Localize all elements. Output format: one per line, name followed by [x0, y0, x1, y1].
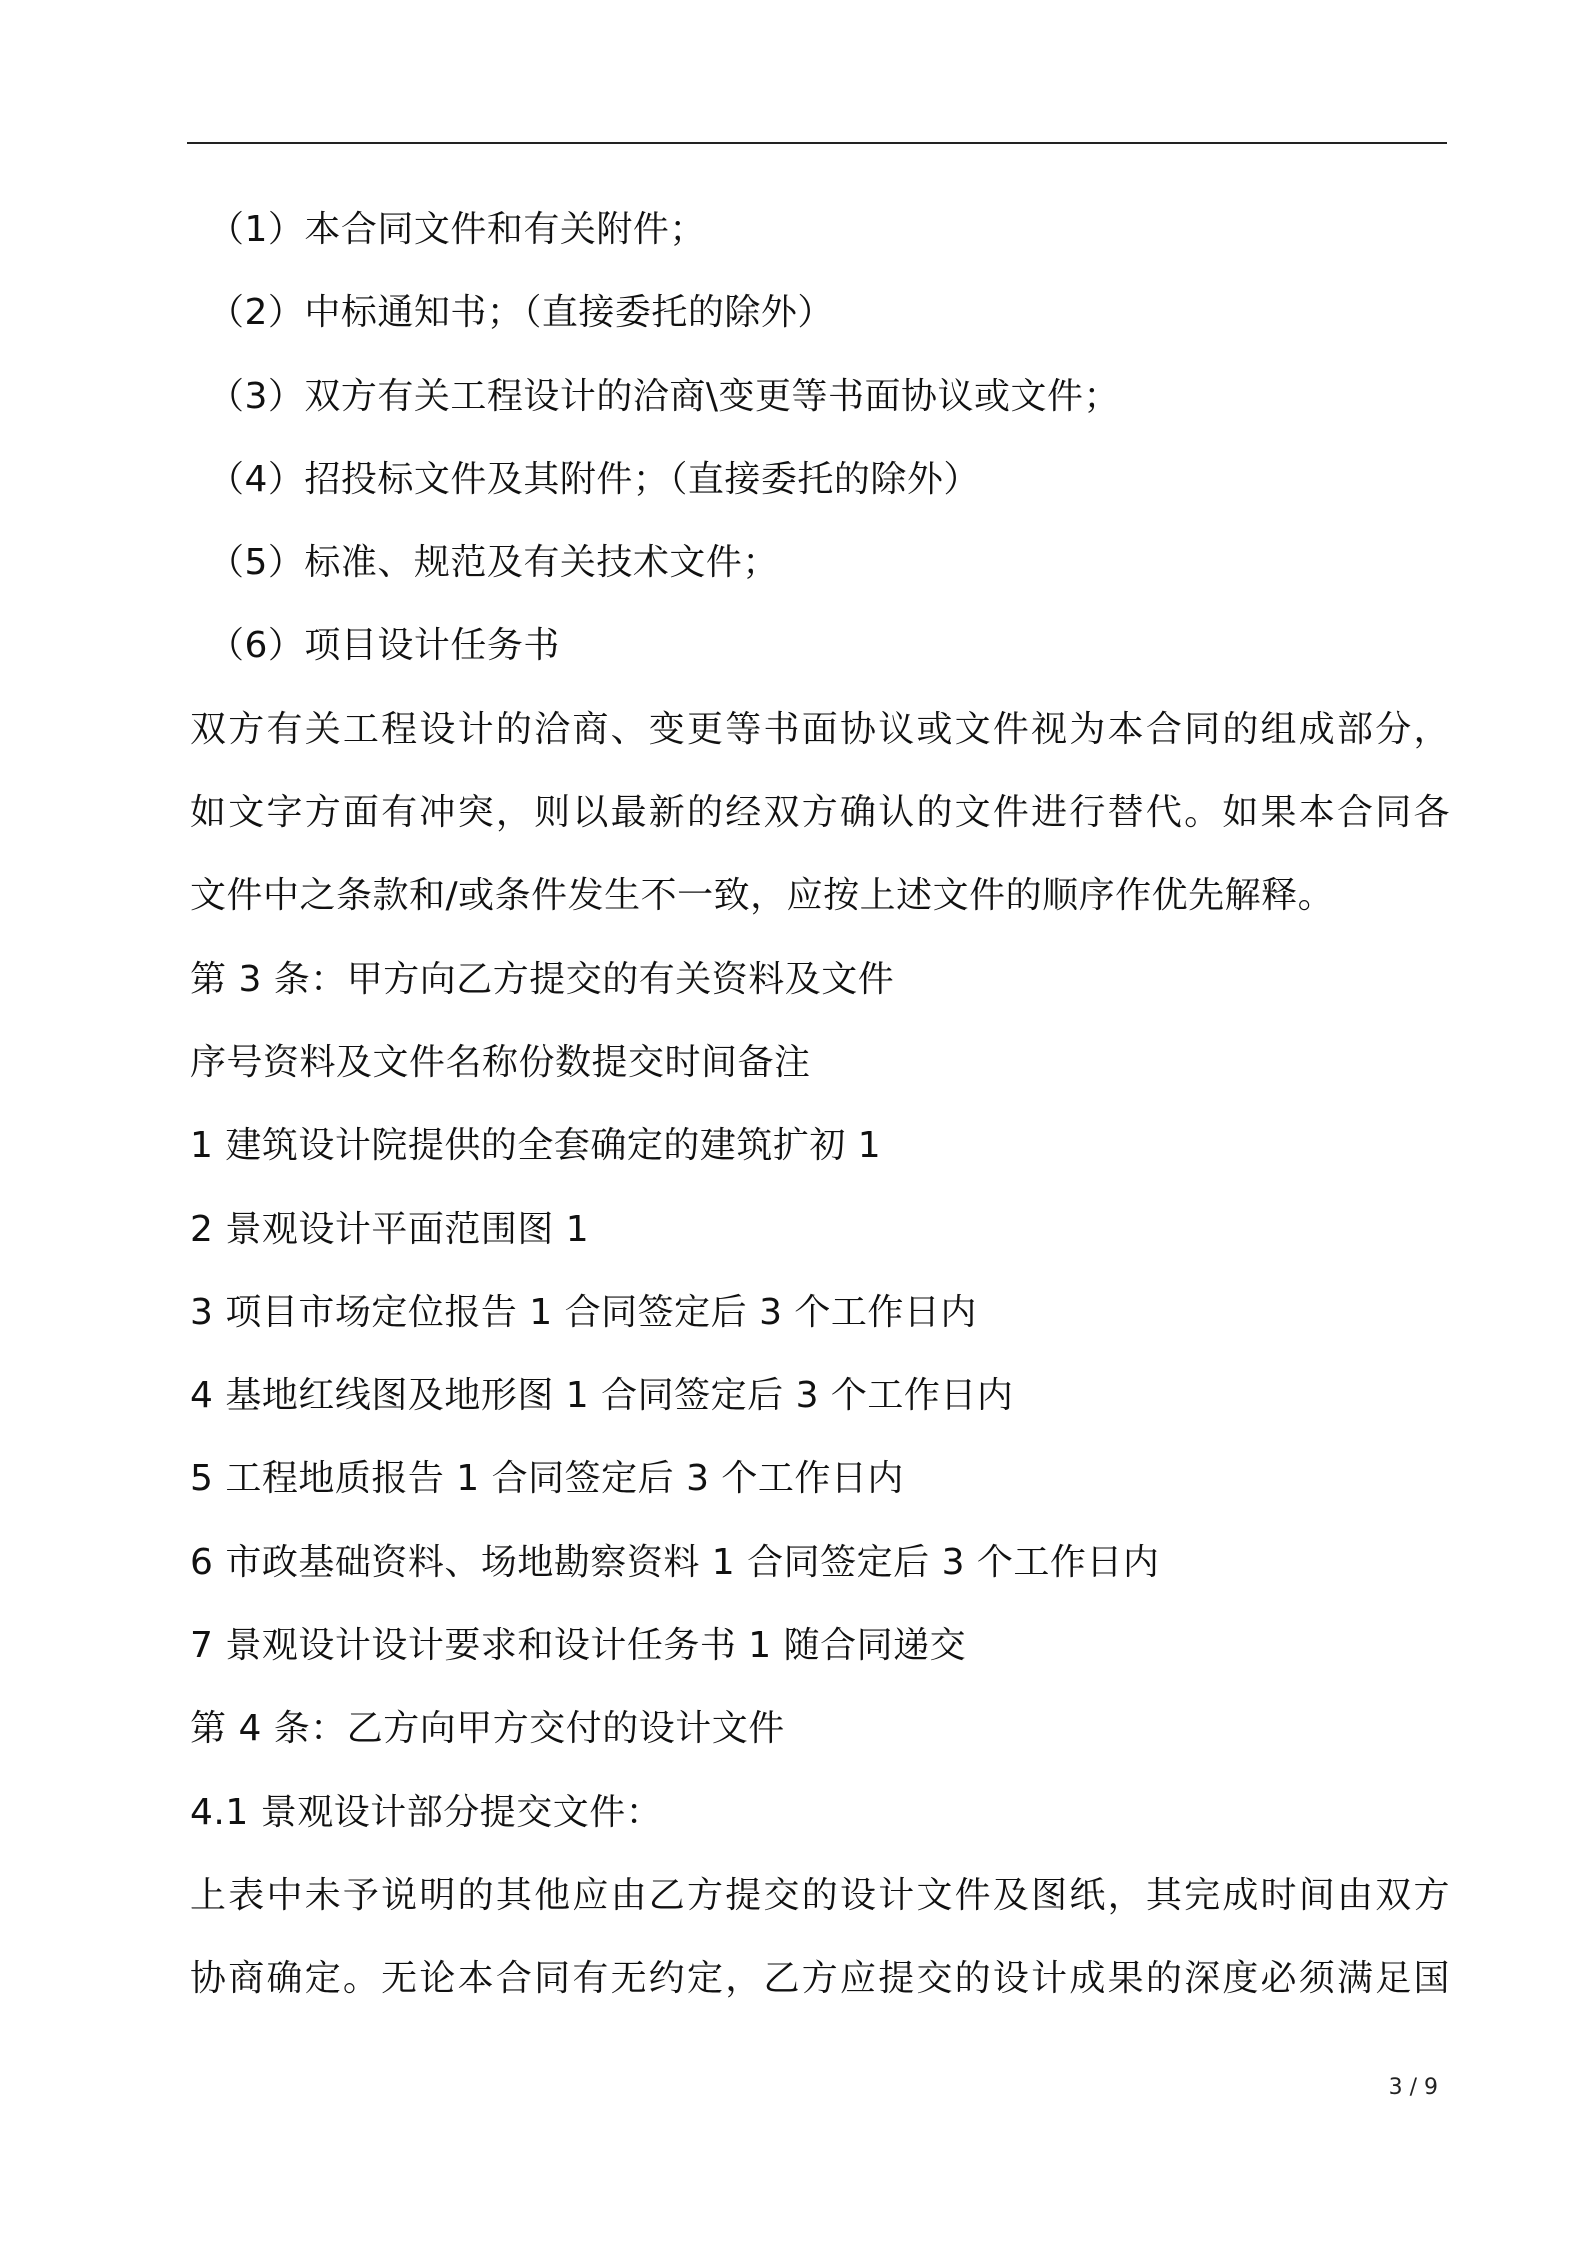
table-row: 7 景观设计设计要求和设计任务书 1 随合同递交	[190, 1625, 967, 1667]
header-rule	[187, 142, 1447, 144]
list-item: （4）招投标文件及其附件；（直接委托的除外）	[208, 458, 980, 500]
paragraph-line: 如文字方面有冲突，则以最新的经双方确认的文件进行替代。如果本合同各	[190, 792, 1450, 834]
page-number: 3 / 9	[1388, 2075, 1438, 2100]
paragraph-line: 文件中之条款和/或条件发生不一致，应按上述文件的顺序作优先解释。	[190, 875, 1335, 917]
list-item: （5）标准、规范及有关技术文件；	[208, 542, 779, 584]
list-item: （6）项目设计任务书	[208, 625, 560, 667]
paragraph-line: 协商确定。无论本合同有无约定，乙方应提交的设计成果的深度必须满足国	[190, 1958, 1450, 2000]
list-item: （1）本合同文件和有关附件；	[208, 209, 706, 250]
section-4-1-heading: 4.1 景观设计部分提交文件：	[190, 1791, 663, 1833]
paragraph-line: 双方有关工程设计的洽商、变更等书面协议或文件视为本合同的组成部分，	[190, 708, 1450, 750]
table-row: 1 建筑设计院提供的全套确定的建筑扩初 1	[190, 1125, 882, 1167]
article-4-heading: 第 4 条：乙方向甲方交付的设计文件	[190, 1708, 785, 1750]
article-3-heading: 第 3 条：甲方向乙方提交的有关资料及文件	[190, 958, 895, 1000]
list-item: （3）双方有关工程设计的洽商\变更等书面协议或文件；	[208, 375, 1121, 417]
document-body	[190, 188, 1450, 2021]
list-item: （2）中标通知书；（直接委托的除外）	[208, 292, 834, 334]
table-header: 序号资料及文件名称份数提交时间备注	[190, 1041, 811, 1083]
table-row: 6 市政基础资料、场地勘察资料 1 合同签定后 3 个工作日内	[190, 1541, 1160, 1583]
table-row: 3 项目市场定位报告 1 合同签定后 3 个工作日内	[190, 1291, 977, 1333]
table-row: 4 基地红线图及地形图 1 合同签定后 3 个工作日内	[190, 1375, 1014, 1417]
table-row: 2 景观设计平面范围图 1	[190, 1208, 590, 1250]
table-row: 5 工程地质报告 1 合同签定后 3 个工作日内	[190, 1458, 904, 1500]
paragraph-line: 上表中未予说明的其他应由乙方提交的设计文件及图纸，其完成时间由双方	[190, 1874, 1450, 1916]
